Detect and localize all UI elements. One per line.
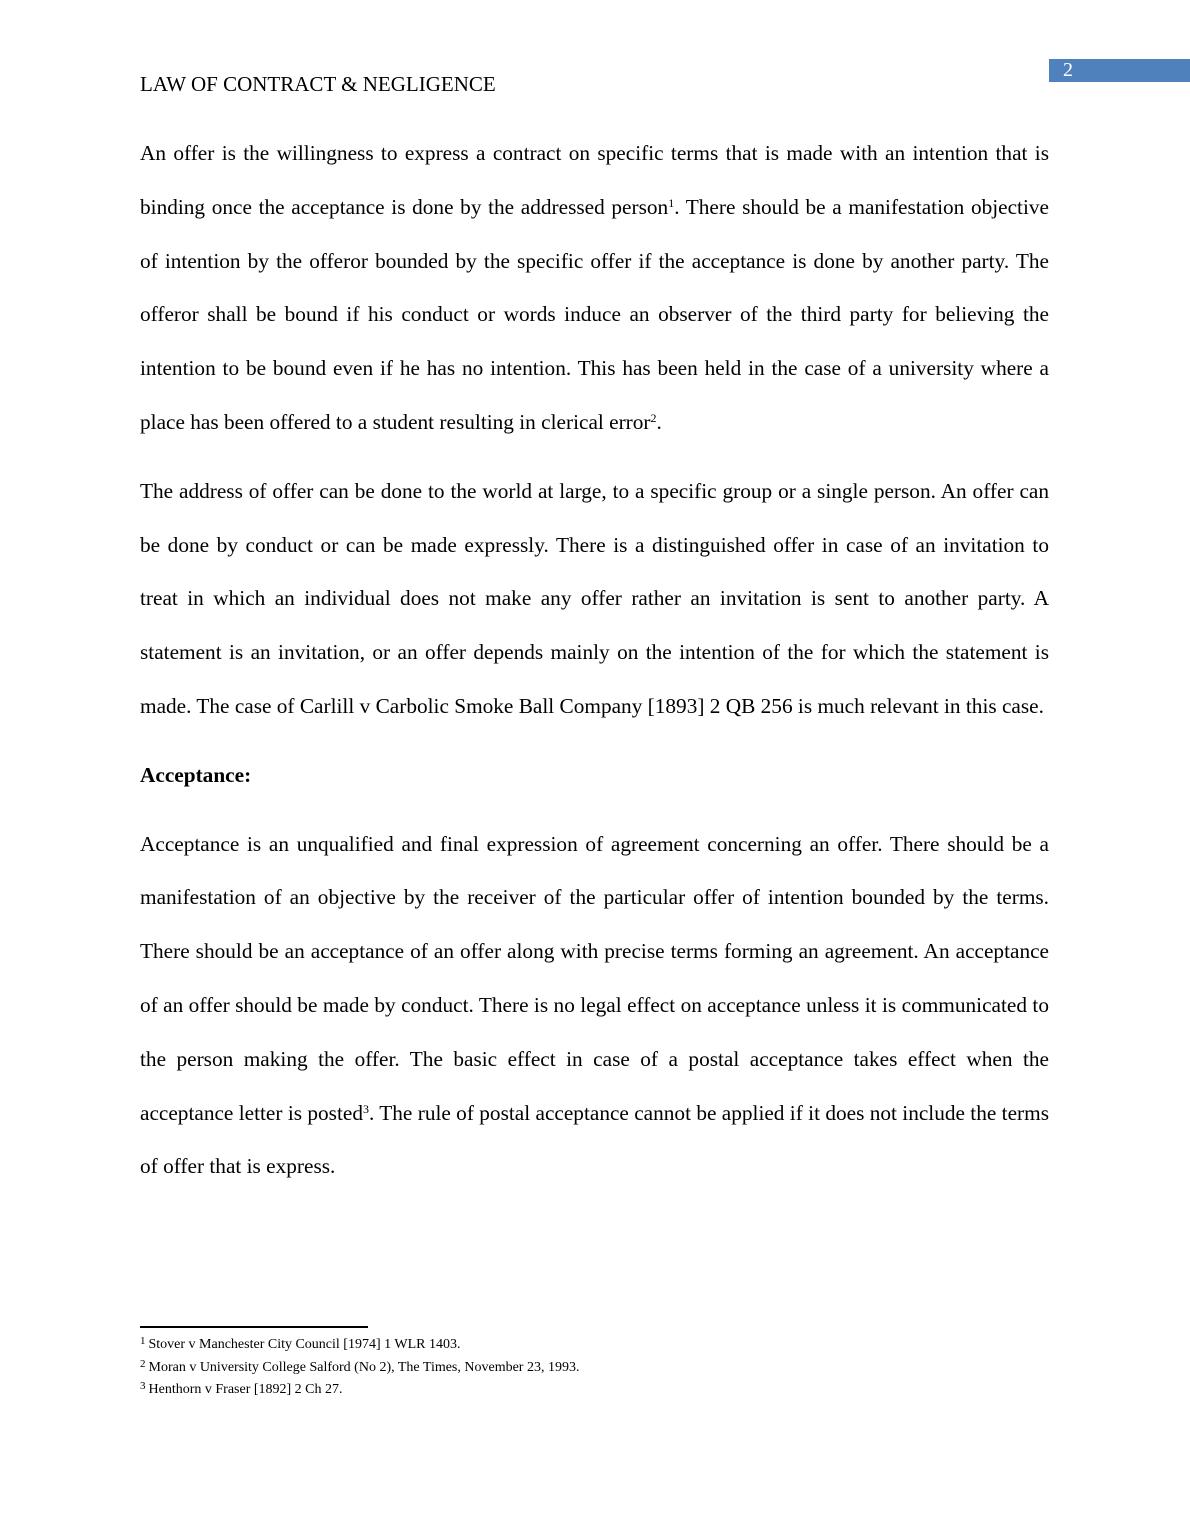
footnote-text: Moran v University College Salford (No 2), The Times, November 23, 1993. [148,1359,580,1375]
footnote-1 [140,1334,1049,1357]
footnote-number: 3 [140,1380,146,1392]
footnotes [140,1334,1049,1402]
footnote-ref-2[interactable]: 2 [650,410,657,425]
page-number-badge: 2 [1049,59,1190,82]
paragraph-acceptance [140,818,1049,1195]
paragraph-address-of-offer: The address of offer can be done to the world at large, to a specific group or a single person. An offer can be done by conduct or can be made expressly. There is a distinguished offer in case of an invitation to treat in which an individual does not make any offer rather an invitation is sent to another party. A statement is an invitation, or an offer depends mainly on the intention of the for which the statement is made. The case of Carlill v Carbolic Smoke Ball Company [1893] 2 QB 256 is much relevant in this case. [140,478,1049,718]
footnote-2 [140,1357,1049,1380]
footnote-ref-3[interactable]: 3 [362,1101,369,1116]
footnote-ref-1[interactable]: 1 [668,195,675,210]
footnote-number: 2 [140,1357,146,1370]
paragraph-text: An offer is the willingness to express a contract on specific terms that is made with an intention that is binding once the acceptance is done by the addressed person [140,141,1049,219]
paragraph-text: . [656,409,662,434]
paragraph-offer [140,127,1049,450]
footnote-number: 1 [140,1335,146,1347]
section-heading-acceptance: Acceptance: [140,762,252,787]
footnote-text: Stover v Manchester City Council [1974] 1 WLR 1403. [148,1337,461,1352]
running-header: LAW OF CONTRACT & NEGLIGENCE [140,72,496,96]
footnote-3 [140,1379,1049,1402]
paragraph-text: . There should be a manifestation objective of intention by the offeror bounded by the specific offer if the acceptance is done by another party. The offeror shall be bound if his conduct or words induce an observer of the third party for believing the intention to be bound even if he has no intention. This has been held in the case of a university where a place has been offered to a student resulting in clerical error [140,194,1049,434]
paragraph-text: . The rule of postal acceptance cannot be applied if it does not include the terms of offer that is express. [140,1100,1049,1179]
footnote-separator [140,1326,368,1328]
document-body [140,127,1049,1209]
paragraph-text: Acceptance is an unqualified and final expression of agreement concerning an offer. There should be a manifestation of an objective by the receiver of the particular offer of intention bounded by the terms. There should be an acceptance of an offer along with precise terms forming an agreement. An acceptance of an offer should be made by conduct. There is no legal effect on acceptance unless it is communicated to the person making the offer. The basic effect in case of a postal acceptance takes effect when the acceptance letter is posted [140,831,1049,1125]
footnote-text: Henthorn v Fraser [1892] 2 Ch 27. [148,1382,343,1397]
